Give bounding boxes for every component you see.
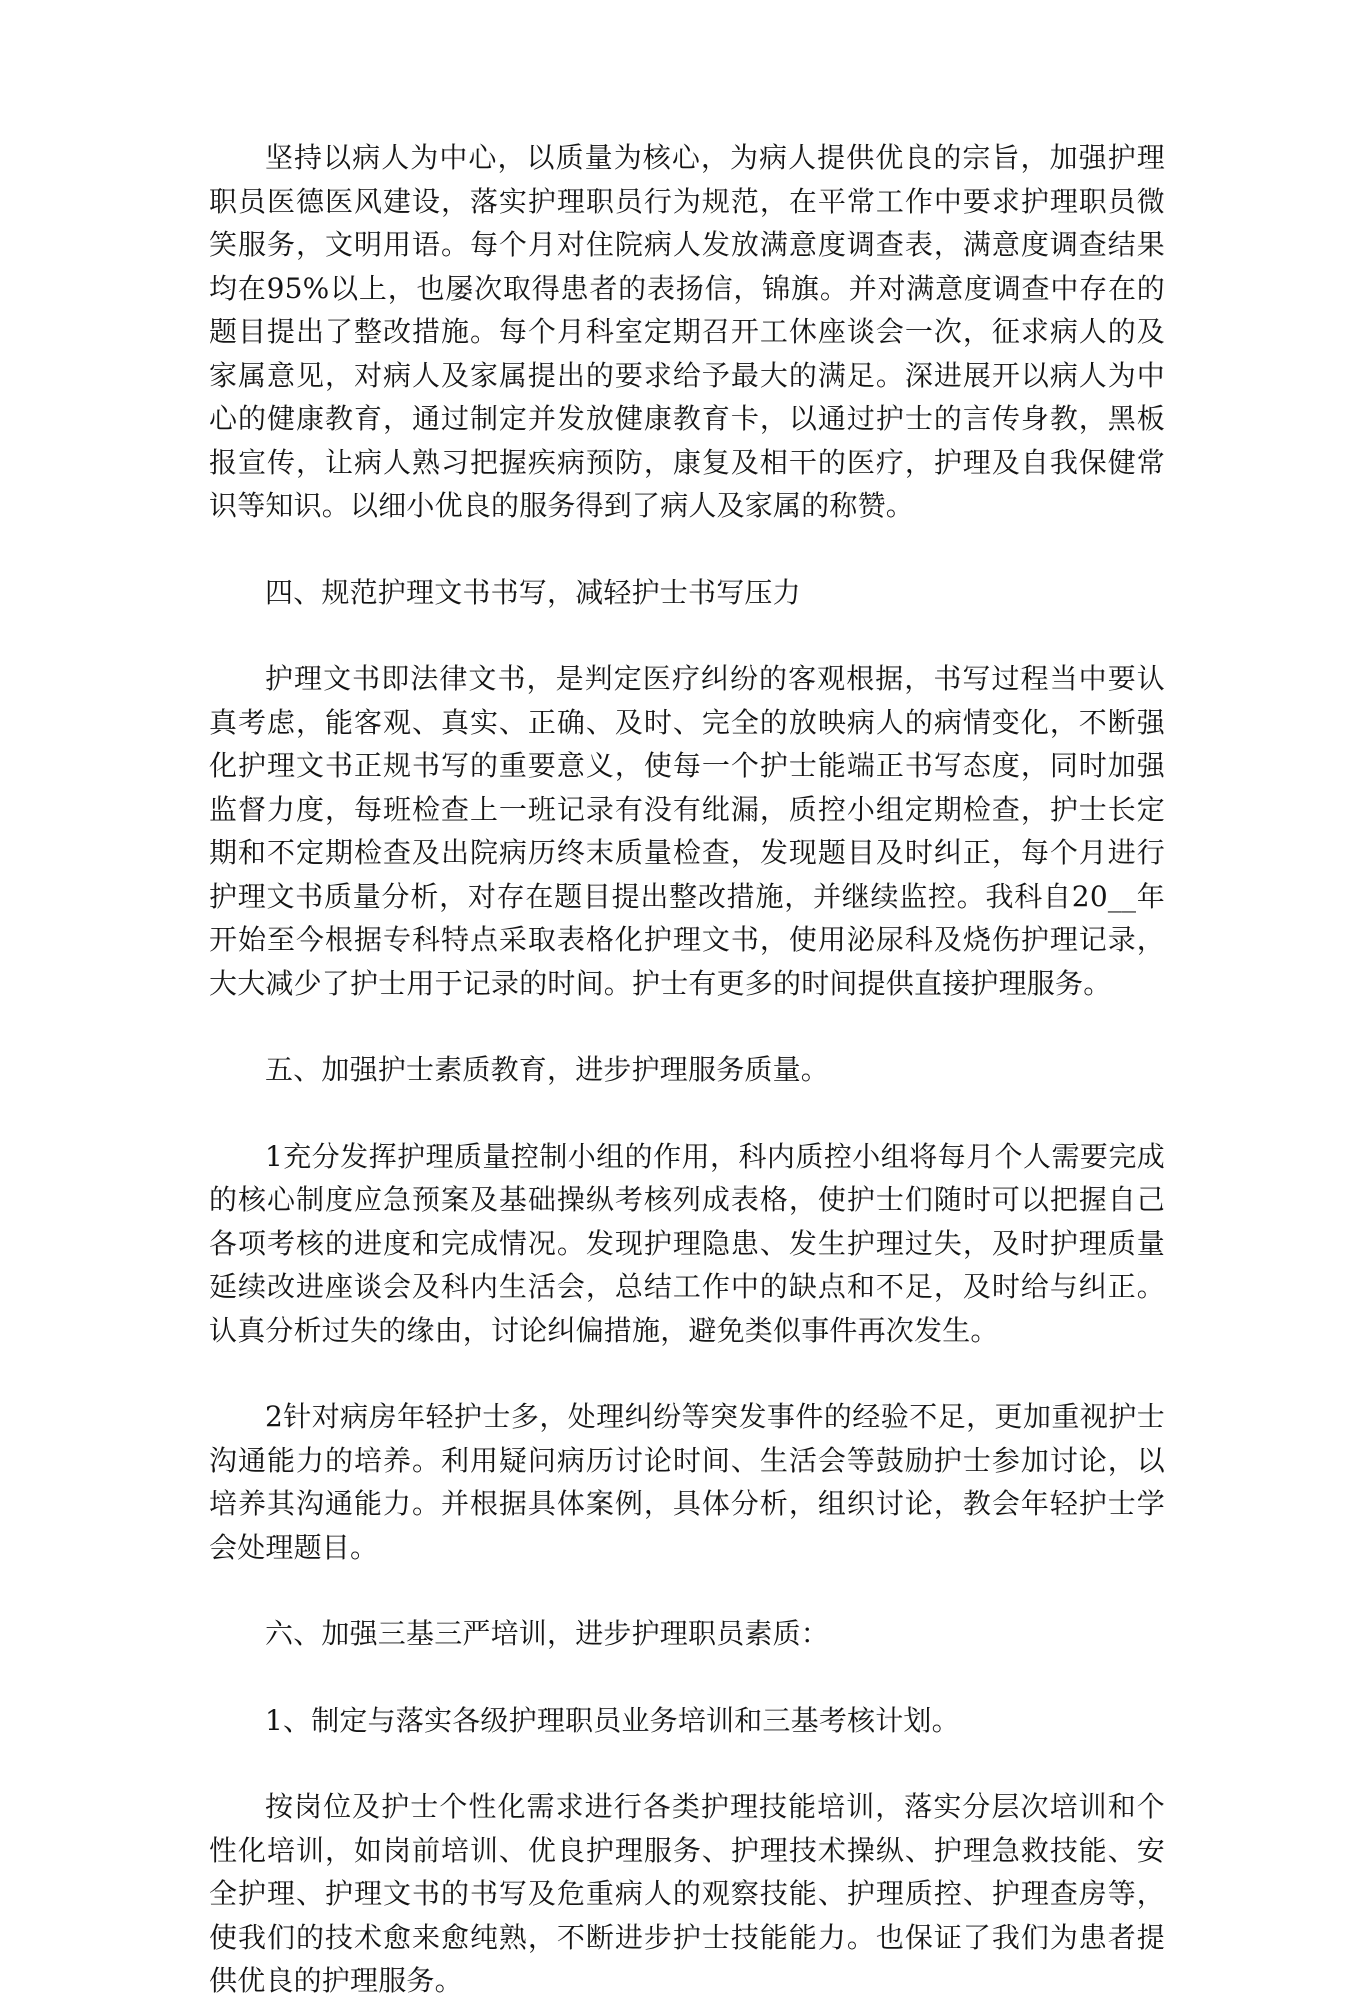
paragraph-communication-training: 2针对病房年轻护士多，处理纠纷等突发事件的经验不足，更加重视护士沟通能力的培养。利用疑问病历讨论时间、生活会等鼓励护士参加讨论，以培养其沟通能力。并根据具体案例，具体分析，组织讨论，教会年轻护士学会处理题目。 [209,1400,1165,1564]
heading-section-four: 四、规范护理文书书写，减轻护士书写压力 [265,575,801,609]
subheading-training-plan: 1、制定与落实各级护理职员业务培训和三基考核计划。 [265,1703,960,1737]
heading-section-six: 六、加强三基三严培训，进步护理职员素质： [265,1617,830,1650]
paragraph-patient-centered-service: 坚持以病人为中心，以质量为核心，为病人提供优良的宗旨，加强护理职员医德医风建设，落实护理职员行为规范，在平常工作中要求护理职员微笑服务，文明用语。每个月对住院病人发放满意度调查表，满意度调查结果均在95%以上，也屡次取得患者的表扬信，锦旗。并对满意度调查中存在的题目提出了整改措施。每个月科室定期召开工休座谈会一次，征求病人的及家属意见，对病人及家属提出的要求给予最大的满足。深进展开以病人为中心的健康教育，通过制定并发放健康教育卡，以通过护士的言传身教，黑板报宣传，让病人熟习把握疾病预防，康复及相干的医疗，护理及自我保健常识等知识。以细小优良的服务得到了病人及家属的称赞。 [209,141,1165,522]
document-page [209,136,1165,2003]
heading-section-five: 五、加强护士素质教育，进步护理服务质量。 [265,1053,830,1086]
paragraph-skills-training: 按岗位及护士个性化需求进行各类护理技能培训，落实分层次培训和个性化培训，如岗前培训、优良护理服务、护理技术操纵、护理急救技能、安全护理、护理文书的书写及危重病人的观察技能、护理质控、护理查房等，使我们的技术愈来愈纯熟，不断进步护士技能能力。也保证了我们为患者提供优良的护理服务。 [209,1790,1165,1997]
paragraph-nursing-documents: 护理文书即法律文书，是判定医疗纠纷的客观根据，书写过程当中要认真考虑，能客观、真实、正确、及时、完全的放映病人的病情变化，不断强化护理文书正规书写的重要意义，使每一个护士能端正书写态度，同时加强监督力度，每班检查上一班记录有没有纰漏，质控小组定期检查，护士长定期和不定期检查及出院病历终末质量检查，发现题目及时纠正，每个月进行护理文书质量分析，对存在题目提出整改措施，并继续监控。我科自20__年开始至今根据专科特点采取表格化护理文书，使用泌尿科及烧伤护理记录，大大减少了护士用于记录的时间。护士有更多的时间提供直接护理服务。 [209,662,1165,1000]
paragraph-quality-control-group: 1充分发挥护理质量控制小组的作用，科内质控小组将每月个人需要完成的核心制度应急预案及基础操纵考核列成表格，使护士们随时可以把握自己各项考核的进度和完成情况。发现护理隐患、发生护理过失，及时护理质量延续改进座谈会及科内生活会，总结工作中的缺点和不足，及时给与纠正。认真分析过失的缘由，讨论纠偏措施，避免类似事件再次发生。 [209,1139,1165,1347]
